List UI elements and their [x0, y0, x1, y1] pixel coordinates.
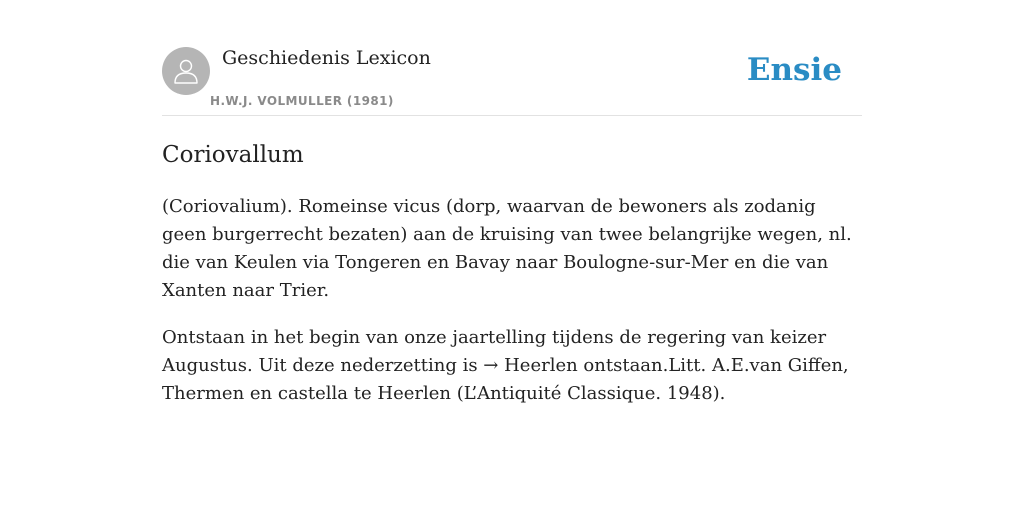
lexicon-header	[162, 0, 862, 116]
entry-paragraph: (Coriovalium). Romeinse vicus (dorp, waarvan de bewoners als zodanig geen burgerrecht bezaten) aan de kruising van twee belangrijke wegen, nl. die van Keulen via Tongeren en Bavay naar Boulogne-sur-Mer en die van Xanten naar Trier.	[162, 196, 852, 301]
avatar[interactable]	[162, 47, 210, 95]
entry-paragraph: Ontstaan in het begin van onze jaartelling tijdens de regering van keizer Augustus. Uit deze nederzetting is → Heerlen ontstaan.Litt. A.E.van Giffen, Thermen en castella te Heerlen (L’Antiquité Classique. 1948).	[162, 327, 849, 404]
author-byline[interactable]: H.W.J. VOLMULLER (1981)	[210, 94, 394, 108]
content-container	[162, 0, 862, 408]
user-silhouette-icon	[171, 56, 201, 86]
entry-body	[162, 193, 862, 408]
ensie-logo-link[interactable]: Ensie	[746, 52, 842, 88]
entry-title: Coriovallum	[162, 142, 304, 168]
book-title[interactable]: Geschiedenis Lexicon	[222, 47, 431, 69]
